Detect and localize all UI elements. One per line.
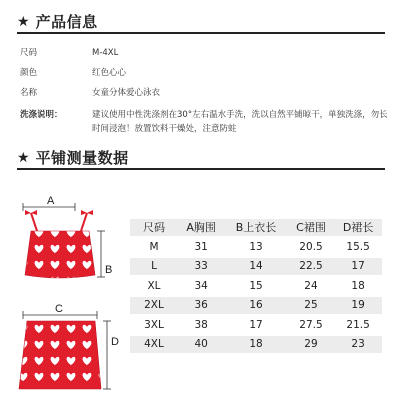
swim-top: [25, 231, 95, 278]
table-cell: 13: [249, 240, 263, 253]
table-cell: 18: [351, 279, 365, 292]
table-cell: 34: [194, 279, 208, 292]
table-row: [130, 239, 382, 256]
info-label: 名称: [20, 88, 38, 98]
divider: [17, 32, 385, 34]
info-row-size: [20, 46, 390, 60]
section-title: 产品信息: [35, 13, 98, 31]
table-cell: 23: [334, 336, 382, 353]
label-a: A: [47, 195, 55, 207]
table-cell: 36: [178, 297, 224, 314]
table-cell: 15.5: [346, 240, 370, 253]
label-b: B: [105, 264, 113, 276]
table-cell: XL: [147, 279, 161, 292]
info-label: 颜色: [20, 68, 38, 78]
table-row: [130, 258, 382, 275]
table-cell: 17: [334, 258, 382, 275]
table-row: [130, 336, 382, 353]
garment-diagram: [15, 193, 135, 393]
table-row: [130, 297, 382, 314]
table-cell: 20.5: [299, 240, 323, 253]
table-cell: 4XL: [130, 336, 178, 353]
table-cell: 27.5: [299, 318, 323, 331]
star-icon: ★: [17, 149, 30, 166]
divider: [17, 168, 385, 170]
table-cell: 19: [334, 297, 382, 314]
info-value: 建议使用中性洗涤剂在30°左右温水手洗，洗以自然平铺晾干，单独洗涤，勿长时间浸泡！放置饮料干燥处，注意防蛀: [92, 110, 388, 134]
table-row: [130, 317, 382, 334]
table-cell: 29: [288, 336, 334, 353]
table-cell: 38: [194, 318, 208, 331]
table-cell: 40: [178, 336, 224, 353]
table-cell: 3XL: [144, 318, 164, 331]
table-cell: 22.5: [288, 258, 334, 275]
measure-heading: [17, 147, 129, 168]
table-cell: M: [149, 240, 159, 253]
size-table: [130, 216, 382, 356]
header-cell: 尺码: [130, 219, 178, 236]
info-label: 洗涤说明：: [20, 110, 63, 120]
table-cell: 16: [224, 297, 288, 314]
info-row-wash: [20, 108, 390, 136]
table-header-row: [130, 219, 382, 236]
info-value: 红色心心: [92, 68, 127, 78]
table-cell: 21.5: [346, 318, 370, 331]
label-c: C: [55, 303, 63, 315]
info-row-name: [20, 86, 390, 100]
table-cell: 31: [194, 240, 208, 253]
table-cell: 25: [288, 297, 334, 314]
table-cell: 14: [224, 258, 288, 275]
header-cell: A胸围: [178, 219, 224, 236]
label-d: D: [111, 336, 119, 348]
table-cell: 18: [224, 336, 288, 353]
info-value: M-4XL: [92, 48, 119, 58]
header-cell: D裙长: [334, 219, 382, 236]
table-cell: 2XL: [130, 297, 178, 314]
table-cell: L: [130, 258, 178, 275]
info-label: 尺码: [20, 48, 38, 58]
table-cell: 24: [304, 279, 318, 292]
table-cell: 15: [249, 279, 263, 292]
swim-skirt: [19, 321, 101, 389]
section-title: 平铺测量数据: [35, 149, 129, 167]
info-value: 女童分体爱心泳衣: [92, 88, 161, 98]
product-info-heading: [17, 11, 98, 32]
info-row-color: [20, 66, 390, 80]
table-cell: 17: [249, 318, 263, 331]
table-cell: 33: [178, 258, 224, 275]
star-icon: ★: [17, 13, 30, 30]
table-row: [130, 278, 382, 295]
header-cell: B上衣长: [224, 219, 288, 236]
header-cell: C裙围: [288, 219, 334, 236]
